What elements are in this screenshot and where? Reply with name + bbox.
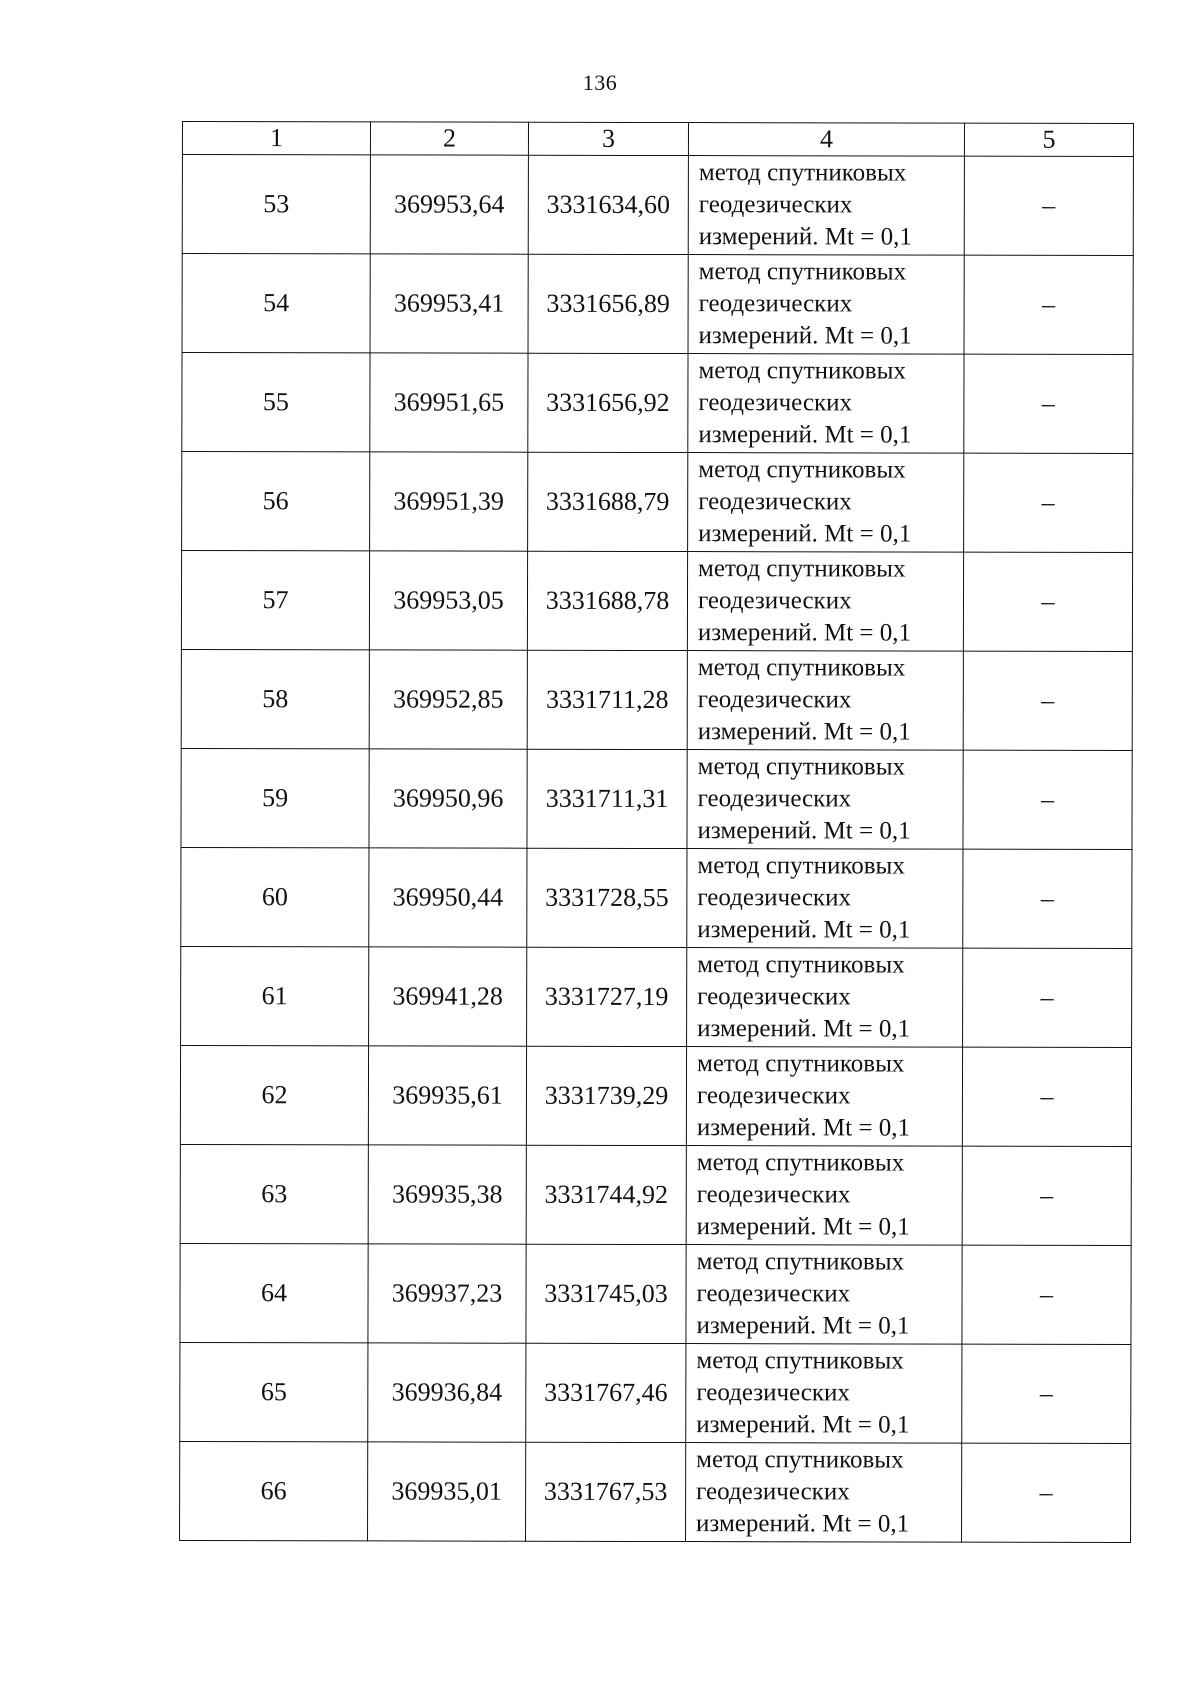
- method-text-line: измерений. Mt = 0,1: [697, 718, 911, 746]
- method-cell: [687, 651, 963, 751]
- method-cell: [687, 849, 963, 949]
- method-cell: [687, 552, 963, 652]
- method-text-line: геодезических: [696, 1478, 850, 1506]
- coordinate-y-cell: 3331728,55: [527, 848, 687, 947]
- method-text-line: измерений. Mt = 0,1: [697, 817, 911, 845]
- method-text-line: измерений. Mt = 0,1: [696, 1510, 910, 1538]
- table-row: [182, 452, 1133, 553]
- coordinate-x-cell: 369951,65: [370, 353, 528, 452]
- method-text-line: измерений. Mt = 0,1: [698, 421, 912, 449]
- method-text-line: измерений. Mt = 0,1: [697, 1015, 911, 1043]
- description-cell: –: [963, 750, 1132, 849]
- table-row: [180, 1441, 1131, 1542]
- method-text-line: метод спутниковых: [697, 951, 905, 979]
- method-cell: [686, 1344, 962, 1444]
- point-number-cell: 58: [181, 649, 369, 748]
- coordinate-y-cell: 3331744,92: [526, 1145, 686, 1244]
- method-text-line: геодезических: [698, 191, 853, 219]
- method-cell: [687, 948, 963, 1048]
- description-cell: –: [963, 849, 1132, 948]
- coordinate-x-cell: 369950,96: [369, 749, 527, 848]
- table-header: [182, 122, 1133, 157]
- method-cell: [688, 453, 964, 553]
- coordinates-table: [179, 121, 1134, 1543]
- description-cell: –: [964, 453, 1133, 552]
- method-text-line: метод спутниковых: [698, 258, 907, 286]
- method-text-line: измерений. Mt = 0,1: [697, 916, 911, 944]
- method-text-line: метод спутниковых: [697, 753, 906, 781]
- method-text-line: метод спутниковых: [698, 159, 907, 187]
- coordinate-y-cell: 3331688,79: [528, 452, 688, 551]
- coordinate-y-cell: 3331767,53: [526, 1442, 686, 1541]
- coordinate-x-cell: 369935,38: [368, 1145, 526, 1244]
- description-cell: –: [962, 1245, 1131, 1344]
- method-text-line: геодезических: [698, 488, 852, 516]
- method-text-line: измерений. Mt = 0,1: [698, 520, 912, 548]
- coordinate-y-cell: 3331767,46: [526, 1343, 686, 1442]
- table-row: [180, 1342, 1131, 1443]
- table-row: [182, 155, 1133, 256]
- method-text-line: измерений. Mt = 0,1: [697, 619, 912, 647]
- table-row: [180, 1243, 1131, 1344]
- point-number-cell: 64: [180, 1243, 368, 1342]
- table-row: [181, 847, 1132, 948]
- method-text-line: геодезических: [696, 1379, 850, 1407]
- method-text-line: геодезических: [698, 290, 853, 318]
- method-text-line: измерений. Mt = 0,1: [696, 1411, 910, 1439]
- table-row: [180, 1045, 1131, 1146]
- coordinate-x-cell: 369937,23: [368, 1244, 526, 1343]
- method-cell: [686, 1245, 962, 1345]
- method-cell: [686, 1146, 962, 1246]
- method-text-line: измерений. Mt = 0,1: [696, 1114, 910, 1142]
- description-cell: –: [962, 1146, 1131, 1245]
- point-number-cell: 56: [182, 452, 370, 551]
- method-text-line: метод спутниковых: [697, 654, 906, 682]
- method-text-line: измерений. Mt = 0,1: [698, 223, 912, 251]
- coordinate-x-cell: 369953,05: [369, 551, 527, 650]
- method-text-line: метод спутниковых: [698, 555, 906, 583]
- point-number-cell: 60: [181, 847, 369, 946]
- table-row: [181, 946, 1132, 1047]
- method-text-line: измерений. Mt = 0,1: [696, 1312, 910, 1340]
- method-text-line: измерений. Mt = 0,1: [696, 1213, 910, 1241]
- coordinate-y-cell: 3331688,78: [527, 551, 687, 650]
- method-text-line: измерений. Mt = 0,1: [698, 322, 912, 350]
- coordinate-y-cell: 3331727,19: [527, 947, 687, 1046]
- coordinate-x-cell: 369953,41: [370, 254, 528, 353]
- description-cell: –: [963, 948, 1132, 1047]
- description-cell: –: [963, 552, 1132, 651]
- method-text-line: геодезических: [696, 1181, 851, 1209]
- coordinate-y-cell: 3331711,31: [527, 749, 687, 848]
- coordinate-x-cell: 369936,84: [368, 1343, 526, 1442]
- point-number-cell: 61: [181, 946, 369, 1045]
- method-cell: [686, 1443, 962, 1543]
- coordinate-x-cell: 369952,85: [369, 650, 527, 749]
- method-text-line: метод спутниковых: [696, 1446, 904, 1474]
- description-cell: –: [963, 651, 1132, 750]
- method-cell: [688, 255, 964, 355]
- header-row: [182, 122, 1133, 157]
- table-row: [182, 353, 1133, 454]
- table-body: [180, 155, 1134, 1543]
- header-cell-3: 3: [528, 122, 688, 155]
- method-text-line: геодезических: [698, 389, 853, 417]
- point-number-cell: 66: [180, 1441, 368, 1540]
- page-number: 136: [582, 70, 618, 95]
- point-number-cell: 57: [181, 551, 369, 650]
- method-cell: [686, 1047, 962, 1147]
- table-row: [180, 1144, 1131, 1245]
- coordinate-y-cell: 3331739,29: [526, 1046, 686, 1145]
- description-cell: –: [964, 255, 1133, 354]
- table-row: [181, 649, 1132, 750]
- coordinate-x-cell: 369935,61: [368, 1046, 526, 1145]
- coordinate-x-cell: 369953,64: [370, 155, 528, 254]
- point-number-cell: 53: [182, 155, 370, 254]
- coordinate-y-cell: 3331634,60: [528, 155, 688, 254]
- header-cell-4: 4: [688, 123, 964, 157]
- method-text-line: геодезических: [696, 1280, 851, 1308]
- method-text-line: геодезических: [696, 1082, 851, 1110]
- method-cell: [687, 750, 963, 850]
- method-text-line: геодезических: [697, 587, 852, 615]
- method-text-line: метод спутниковых: [696, 1248, 905, 1276]
- point-number-cell: 59: [181, 748, 369, 847]
- description-cell: –: [962, 1344, 1131, 1443]
- description-cell: –: [962, 1047, 1131, 1146]
- coordinate-x-cell: 369941,28: [369, 947, 527, 1046]
- table-row: [181, 551, 1132, 652]
- coordinate-x-cell: 369950,44: [369, 848, 527, 947]
- point-number-cell: 65: [180, 1342, 368, 1441]
- method-text-line: геодезических: [697, 686, 852, 714]
- coordinate-x-cell: 369951,39: [370, 452, 528, 551]
- point-number-cell: 54: [182, 254, 370, 353]
- method-text-line: метод спутниковых: [696, 1050, 905, 1078]
- header-cell-1: 1: [182, 122, 370, 155]
- header-cell-2: 2: [370, 122, 528, 155]
- table-row: [182, 254, 1133, 355]
- point-number-cell: 55: [182, 353, 370, 452]
- method-text-line: метод спутниковых: [698, 456, 906, 484]
- point-number-cell: 63: [180, 1144, 368, 1243]
- method-cell: [688, 156, 964, 256]
- method-text-line: метод спутниковых: [696, 1347, 904, 1375]
- method-text-line: метод спутниковых: [697, 852, 905, 880]
- method-text-line: геодезических: [697, 785, 852, 813]
- description-cell: –: [964, 156, 1133, 255]
- method-text-line: метод спутниковых: [696, 1149, 905, 1177]
- coordinates-table-container: [179, 121, 1134, 1543]
- method-cell: [688, 354, 964, 454]
- method-text-line: геодезических: [697, 983, 851, 1011]
- method-text-line: геодезических: [697, 884, 851, 912]
- point-number-cell: 62: [180, 1045, 368, 1144]
- coordinate-y-cell: 3331711,28: [527, 650, 687, 749]
- coordinate-y-cell: 3331656,92: [528, 353, 688, 452]
- description-cell: –: [962, 1443, 1131, 1542]
- header-cell-5: 5: [964, 123, 1133, 156]
- coordinate-y-cell: 3331656,89: [528, 254, 688, 353]
- coordinate-x-cell: 369935,01: [368, 1442, 526, 1541]
- table-row: [181, 748, 1132, 849]
- method-text-line: метод спутниковых: [698, 357, 906, 385]
- coordinate-y-cell: 3331745,03: [526, 1244, 686, 1343]
- description-cell: –: [964, 354, 1133, 453]
